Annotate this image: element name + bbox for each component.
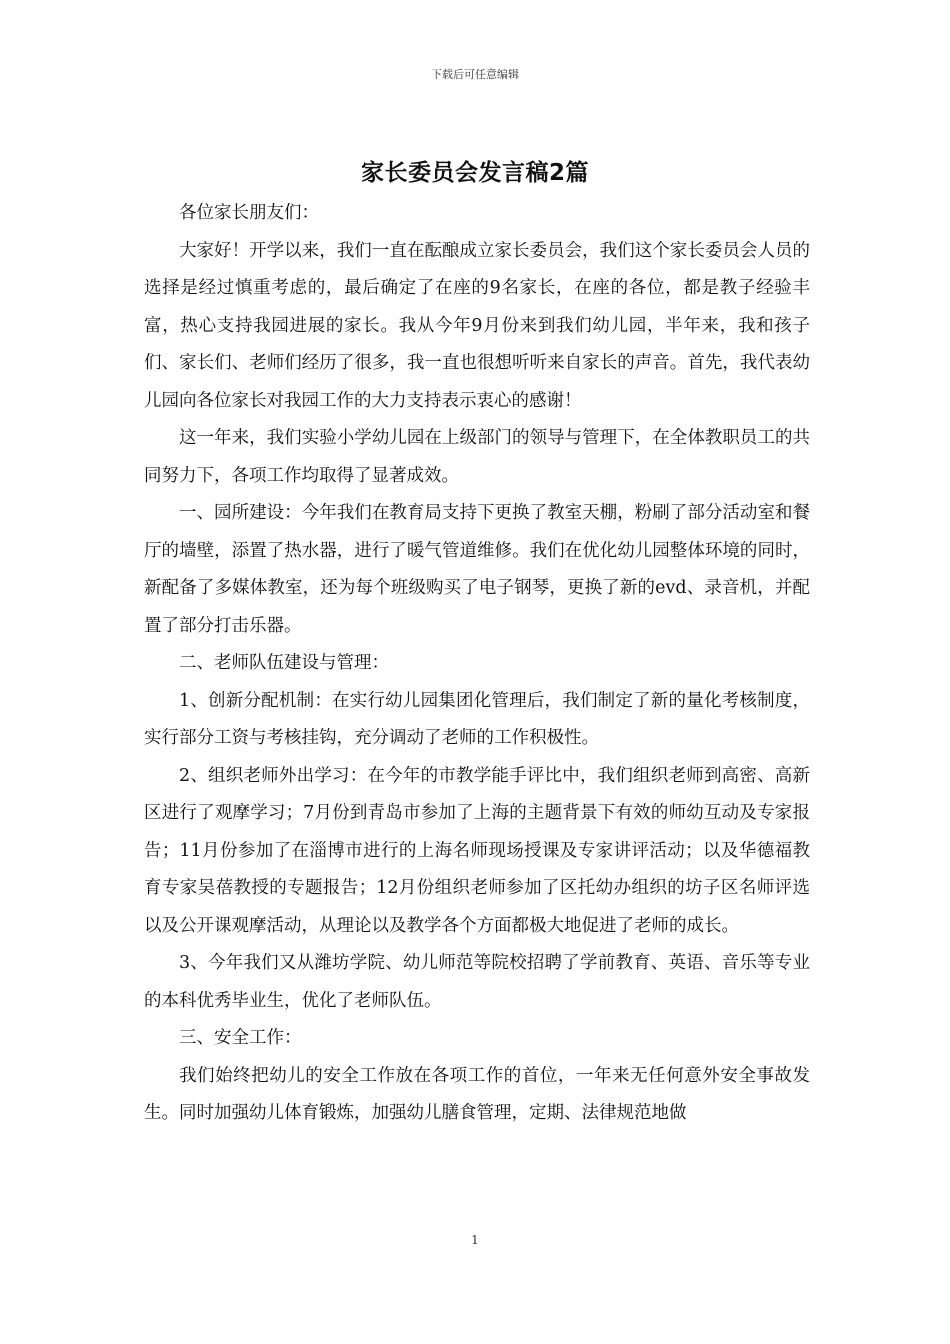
- document-title: 家长委员会发言稿2篇: [360, 160, 589, 186]
- body-paragraph: 2、组织老师外出学习：在今年的市教学能手评比中，我们组织老师到高密、高新区进行了观摩学习；7月份到青岛市参加了上海的主题背景下有效的师幼互动及专家报告；11月份参加了在淄博市进行的上海名师现场授课及专家讲评活动；以及华德福教育专家吴蓓教授的专题报告；12月份组织老师参加了区托幼办组织的坊子区名师评选以及公开课观摩活动，从理论以及教学各个方面都极大地促进了老师的成长。: [144, 765, 810, 936]
- body-paragraph: 这一年来，我们实验小学幼儿园在上级部门的领导与管理下，在全体教职员工的共同努力下，各项工作均取得了显著成效。: [144, 428, 810, 486]
- section-heading: 三、安全工作：: [179, 1028, 302, 1048]
- document-body: [144, 195, 810, 1133]
- section-heading: 二、老师队伍建设与管理：: [179, 653, 389, 673]
- body-paragraph: 一、园所建设：今年我们在教育局支持下更换了教室天棚，粉刷了部分活动室和餐厅的墙壁，添置了热水器，进行了暖气管道维修。我们在优化幼儿园整体环境的同时，新配备了多媒体教室，还为每个班级购买了电子钢琴，更换了新的evd、录音机，并配置了部分打击乐器。: [144, 503, 810, 636]
- body-paragraph: 3、今年我们又从潍坊学院、幼儿师范等院校招聘了学前教育、英语、音乐等专业的本科优秀毕业生，优化了老师队伍。: [144, 953, 810, 1011]
- body-paragraph: 大家好！开学以来，我们一直在酝酿成立家长委员会，我们这个家长委员会人员的选择是经过慎重考虑的，最后确定了在座的9名家长，在座的各位，都是教子经验丰富，热心支持我园进展的家长。我从今年9月份来到我们幼儿园，半年来，我和孩子们、家长们、老师们经历了很多，我一直也很想听听来自家长的声音。首先，我代表幼儿园向各位家长对我园工作的大力支持表示衷心的感谢！: [144, 240, 810, 411]
- salutation-paragraph: 各位家长朋友们：: [179, 203, 319, 223]
- body-paragraph: 我们始终把幼儿的安全工作放在各项工作的首位，一年来无任何意外安全事故发生。同时加强幼儿体育锻炼，加强幼儿膳食管理，定期、法律规范地做: [144, 1065, 810, 1123]
- body-paragraph: 1、创新分配机制：在实行幼儿园集团化管理后，我们制定了新的量化考核制度，实行部分工资与考核挂钩，充分调动了老师的工作积极性。: [144, 690, 810, 748]
- header-note: 下载后可任意编辑: [431, 68, 519, 81]
- page-number: 1: [471, 1233, 479, 1247]
